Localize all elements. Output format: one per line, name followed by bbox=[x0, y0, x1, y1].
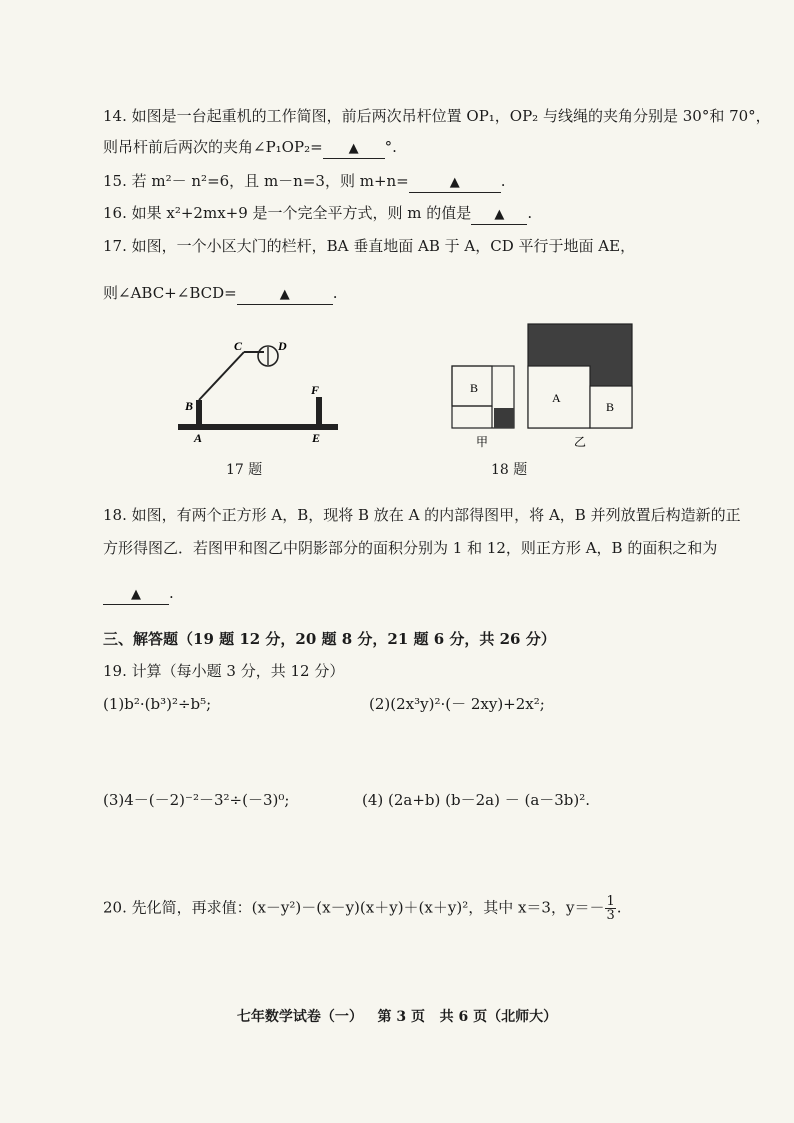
yi-label-a: A bbox=[552, 391, 561, 405]
answer-triangle-icon: ▲ bbox=[449, 175, 460, 190]
q19-part3: (3)4－(－2)⁻²－3²÷(－3)⁰; bbox=[103, 791, 290, 809]
fraction-denominator: 3 bbox=[606, 908, 615, 923]
q15-prompt: 15. 若 m²－ n²=6，且 m－n=3，则 m+n= bbox=[103, 172, 409, 190]
answer-triangle-icon: ▲ bbox=[131, 587, 141, 602]
q17-suffix: . bbox=[332, 284, 338, 302]
q17-line1: 17. 如图，一个小区大门的栏杆，BA 垂直地面 AB 于 A，CD 平行于地面 AE， bbox=[103, 237, 636, 255]
page-footer: 七年数学试卷（一） 第 3 页 共 6 页（北师大） bbox=[236, 1009, 558, 1025]
answer-triangle-icon: ▲ bbox=[348, 141, 359, 156]
label-b: B bbox=[185, 399, 194, 413]
q14-prompt: 则吊杆前后两次的夹角∠P₁OP₂= bbox=[103, 138, 323, 156]
q14-line2 bbox=[103, 137, 397, 159]
q20-prompt: 20. 先化简，再求值：(x－y²)－(x－y)(x＋y)＋(x＋y)²，其中 x＝3，y＝－ bbox=[103, 898, 605, 917]
q16-line bbox=[103, 203, 532, 225]
q15-suffix: . bbox=[500, 172, 506, 190]
q17-line2 bbox=[103, 283, 337, 305]
q18-line1: 18. 如图，有两个正方形 A，B，现将 B 放在 A 的内部得图甲，将 A，B 并列放置后构造新的正 bbox=[103, 506, 741, 524]
q14-line1: 14. 如图是一台起重机的工作简图，前后两次吊杆位置 OP₁，OP₂ 与线绳的夹角分别是 30°和 70°， bbox=[103, 107, 771, 125]
label-f: F bbox=[311, 383, 320, 397]
q19-part2: (2)(2x³y)²·(－ 2xy)+2x²; bbox=[369, 695, 545, 713]
jia-shaded-region bbox=[494, 408, 514, 428]
q19-part1: (1)b²·(b³)²÷b⁵; bbox=[103, 695, 212, 713]
q19-title: 19. 计算（每小题 3 分，共 12 分） bbox=[103, 662, 345, 680]
label-c: C bbox=[234, 339, 243, 353]
label-e: E bbox=[312, 431, 321, 445]
figure-18-squares bbox=[448, 320, 640, 450]
q14-suffix: °. bbox=[384, 138, 397, 156]
q18-suffix: . bbox=[169, 584, 174, 602]
figure-17-caption: 17 题 bbox=[226, 462, 263, 478]
label-d: D bbox=[278, 339, 287, 353]
post-ef bbox=[316, 397, 322, 426]
yi-caption: 乙 bbox=[574, 435, 587, 449]
q18-line3 bbox=[103, 583, 174, 605]
q16-prompt: 16. 如果 x²+2mx+9 是一个完全平方式，则 m 的值是 bbox=[103, 204, 472, 222]
label-a: A bbox=[194, 431, 203, 445]
section-3-heading: 三、解答题（19 题 12 分，20 题 8 分，21 题 6 分，共 26 分） bbox=[103, 630, 556, 648]
q16-answer-blank[interactable] bbox=[471, 204, 527, 225]
q15-answer-blank[interactable] bbox=[409, 172, 501, 193]
q20-suffix: . bbox=[616, 898, 622, 917]
q20-fraction bbox=[605, 895, 615, 922]
q20-line bbox=[103, 895, 622, 922]
figure-17-gate bbox=[170, 330, 350, 450]
figure-18-caption: 18 题 bbox=[491, 462, 528, 478]
yi-label-b: B bbox=[606, 400, 615, 414]
jia-label-b: B bbox=[470, 381, 479, 395]
q17-prompt: 则∠ABC+∠BCD= bbox=[103, 284, 237, 302]
post-ab bbox=[196, 400, 202, 426]
answer-triangle-icon: ▲ bbox=[494, 207, 505, 222]
q16-suffix: . bbox=[527, 204, 533, 222]
q17-answer-blank[interactable] bbox=[237, 284, 333, 305]
q18-answer-blank[interactable] bbox=[103, 584, 169, 605]
bar-bc bbox=[199, 352, 244, 400]
jia-caption: 甲 bbox=[476, 435, 489, 449]
q19-part4: (4) (2a+b) (b－2a) － (a－3b)². bbox=[362, 791, 591, 809]
q18-line2: 方形得图乙．若图甲和图乙中阴影部分的面积分别为 1 和 12，则正方形 A，B 的面积之和为 bbox=[103, 539, 718, 557]
q15-line bbox=[103, 171, 506, 193]
q14-answer-blank[interactable] bbox=[323, 138, 385, 159]
answer-triangle-icon: ▲ bbox=[279, 287, 290, 302]
fraction-numerator: 1 bbox=[606, 894, 615, 909]
